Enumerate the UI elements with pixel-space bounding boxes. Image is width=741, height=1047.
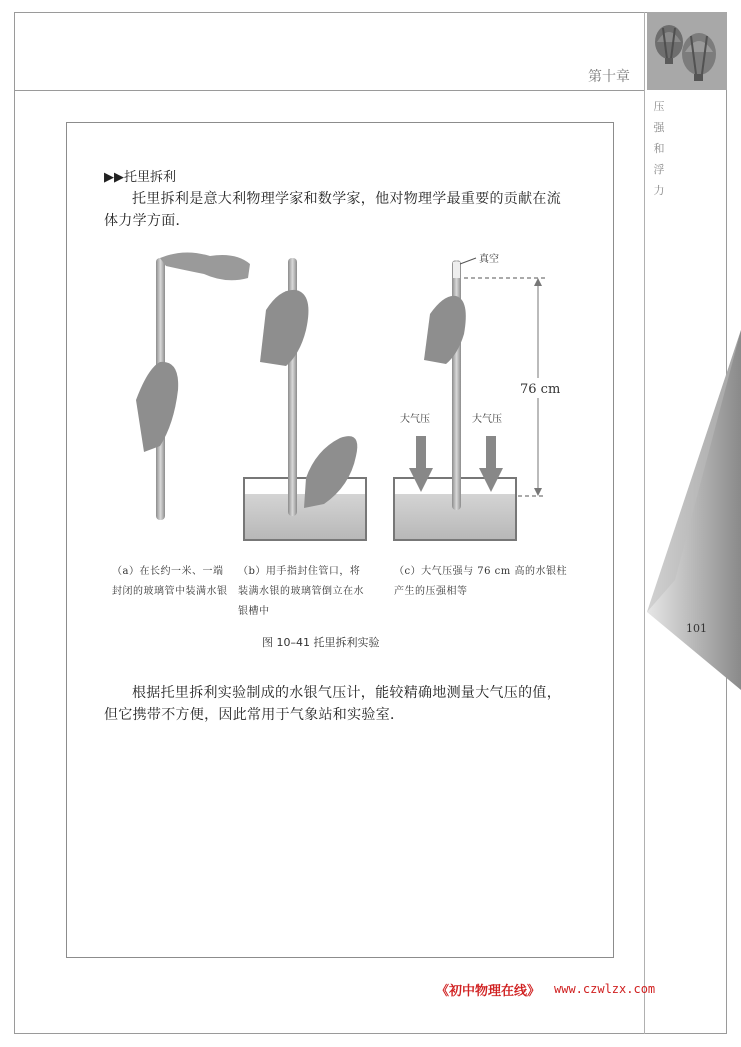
arrow-down-icon	[479, 468, 503, 492]
pressure-arrow-shaft	[416, 436, 426, 468]
vacuum-label: 真空	[479, 254, 499, 265]
side-title-char: 浮	[653, 163, 665, 176]
arrow-down-icon	[534, 488, 542, 496]
decorative-wedge	[645, 0, 741, 1047]
hand-icon	[136, 362, 178, 452]
caption-a: （a）在长约一米、一端封闭的玻璃管中装满水银	[112, 566, 228, 597]
pressure-arrow-shaft	[486, 436, 496, 468]
atm-label-right: 大气压	[472, 414, 502, 425]
intro-paragraph: 托里拆利是意大利物理学家和数学家，他对物理学最重要的贡献在流体力学方面．	[104, 191, 561, 229]
side-title-char: 压	[653, 100, 665, 113]
header-rule	[14, 90, 644, 91]
torricelli-figure	[100, 250, 580, 550]
caption-c: （c）大气压强与 76 cm 高的水银柱产生的压强相等	[394, 566, 567, 597]
body-paragraph: 根据托里拆利实验制成的水银气压计，能较精确地测量大气压的值，但它携带不方便，因此常用于气象站和实验室．	[104, 685, 561, 723]
arrow-up-icon	[534, 278, 542, 286]
atm-label-left: 大气压	[400, 414, 430, 425]
side-title-char: 和	[653, 142, 665, 155]
chapter-label: 第十章	[588, 69, 630, 85]
arrow-down-icon	[409, 468, 433, 492]
hand-icon	[160, 252, 250, 280]
panel-c-illustration	[394, 252, 566, 540]
footer-url-link[interactable]: www.czwlzx.com	[554, 982, 656, 996]
vacuum-pointer	[460, 258, 476, 264]
caption-b: （b）用手指封住管口，将装满水银的玻璃管倒立在水银槽中	[238, 566, 364, 617]
section-heading: ▶▶托里拆利	[104, 170, 176, 185]
height-label: 76 cm	[520, 382, 561, 397]
vacuum-space	[453, 262, 460, 278]
page-number: 101	[686, 622, 707, 635]
panel-a-illustration	[136, 252, 250, 520]
footer-brand: 《初中物理在线》	[436, 984, 541, 999]
hand-icon	[260, 290, 308, 366]
panel-b-illustration	[244, 258, 366, 540]
side-title-char: 力	[653, 184, 665, 197]
side-title-char: 强	[653, 121, 665, 134]
figure-title: 图 10–41 托里拆利实验	[262, 636, 380, 649]
